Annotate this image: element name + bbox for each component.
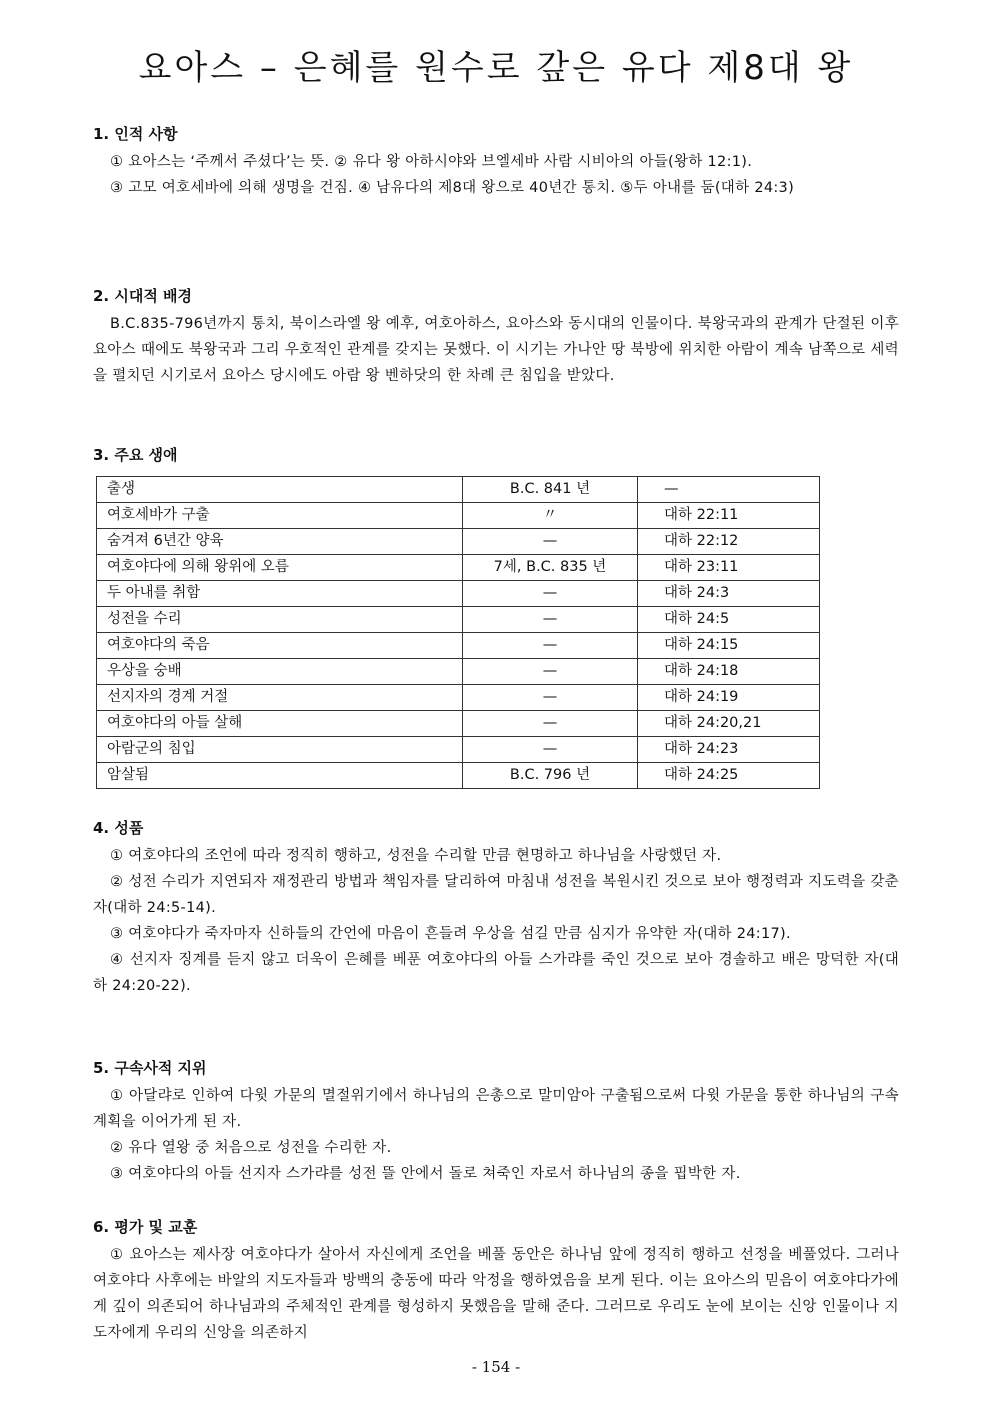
event-cell: 여호세바가 구출 xyxy=(97,503,463,529)
reference-cell: 대하 24:20,21 xyxy=(638,711,820,737)
table-row xyxy=(97,711,820,737)
section-heading: 2. 시대적 배경 xyxy=(93,287,193,305)
page-title: 요아스 – 은혜를 원수로 갚은 유다 제8대 왕 xyxy=(138,48,854,88)
year-cell: — xyxy=(463,685,638,711)
year-cell: — xyxy=(463,711,638,737)
year-cell: — xyxy=(463,529,638,555)
reference-cell: 대하 24:3 xyxy=(638,581,820,607)
table-row xyxy=(97,685,820,711)
reference-cell: 대하 24:5 xyxy=(638,607,820,633)
section-character xyxy=(93,816,899,999)
reference-cell: 대하 24:23 xyxy=(638,737,820,763)
table-row xyxy=(97,555,820,581)
paragraph: ① 아달랴로 인하여 다윗 가문의 멸절위기에서 하나님의 은총으로 말미암아 구출됨으로써 다윗 가문을 통한 하나님의 구속 계획을 이어가게 된 자. xyxy=(93,1088,899,1130)
section-heading: 1. 인적 사항 xyxy=(93,125,178,143)
paragraph: ② 성전 수리가 지연되자 재정관리 방법과 책임자를 달리하여 마침내 성전을 복원시킨 것으로 보아 행정력과 지도력을 갖춘 자(대하 24:5-14). xyxy=(93,874,899,916)
section-personal-info xyxy=(93,122,899,201)
event-cell: 숨겨져 6년간 양육 xyxy=(97,529,463,555)
reference-cell: 대하 24:18 xyxy=(638,659,820,685)
paragraph: B.C.835-796년까지 통치, 북이스라엘 왕 예후, 여호아하스, 요아스와 동시대의 인물이다. 북왕국과의 관계가 단절된 이후 요아스 때에도 북왕국과 그리 우호적인 관계를 갖지는 못했다. 이 시기는 가나안 땅 북방에 위치한 아람이 계속 남쪽으로 세력을 펼치던 시기로서 요아스 당시에도 아람 왕 벤하닷의 한 차례 큰 침입을 받았다. xyxy=(93,316,899,384)
paragraph: ③ 여호야다의 아들 선지자 스가랴를 성전 뜰 안에서 돌로 쳐죽인 자로서 하나님의 종을 핍박한 자. xyxy=(110,1166,741,1182)
life-events-table xyxy=(96,476,820,789)
event-cell: 아람군의 침입 xyxy=(97,737,463,763)
section-heading: 6. 평가 및 교훈 xyxy=(93,1218,198,1236)
paragraph: ① 여호야다의 조언에 따라 정직히 행하고, 성전을 수리할 만큼 현명하고 하나님을 사랑했던 자. xyxy=(110,848,722,864)
section-evaluation-lessons xyxy=(93,1215,899,1346)
reference-cell: 대하 24:19 xyxy=(638,685,820,711)
table-row xyxy=(97,581,820,607)
event-cell: 선지자의 경계 거절 xyxy=(97,685,463,711)
table-row xyxy=(97,477,820,503)
event-cell: 암살됨 xyxy=(97,763,463,789)
paragraph: ③ 고모 여호세바에 의해 생명을 건짐. ④ 남유다의 제8대 왕으로 40년간 통치. ⑤두 아내를 둠(대하 24:3) xyxy=(110,180,795,196)
year-cell: — xyxy=(463,659,638,685)
reference-cell: — xyxy=(638,477,820,503)
table-row xyxy=(97,633,820,659)
section-main-life xyxy=(93,443,899,470)
event-cell: 여호야다의 아들 살해 xyxy=(97,711,463,737)
reference-cell: 대하 24:25 xyxy=(638,763,820,789)
event-cell: 여호야다의 죽음 xyxy=(97,633,463,659)
section-historical-background xyxy=(93,284,899,389)
paragraph: ③ 여호야다가 죽자마자 신하들의 간언에 마음이 흔들려 우상을 섬길 만큼 심지가 유약한 자(대하 24:17). xyxy=(110,926,791,942)
table-row xyxy=(97,529,820,555)
paragraph: ② 유다 열왕 중 처음으로 성전을 수리한 자. xyxy=(110,1140,392,1156)
year-cell: B.C. 841 년 xyxy=(463,477,638,503)
table-row xyxy=(97,607,820,633)
event-cell: 두 아내를 취함 xyxy=(97,581,463,607)
reference-cell: 대하 24:15 xyxy=(638,633,820,659)
year-cell: B.C. 796 년 xyxy=(463,763,638,789)
paragraph: ① 요아스는 ‘주께서 주셨다’는 뜻. ② 유다 왕 아하시야와 브엘세바 사람 시비아의 아들(왕하 12:1). xyxy=(110,154,753,170)
table-row xyxy=(97,737,820,763)
table-row xyxy=(97,763,820,789)
section-heading: 5. 구속사적 지위 xyxy=(93,1059,207,1077)
paragraph: ① 요아스는 제사장 여호야다가 살아서 자신에게 조언을 베풀 동안은 하나님 앞에 정직히 행하고 선정을 베풀었다. 그러나 여호야다 사후에는 바알의 지도자들과 방백의 충동에 따라 악정을 행하였음을 보게 된다. 이는 요아스의 믿음이 여호야다가에게 깊이 의존되어 하나님과의 주체적인 관계를 형성하지 못했음을 말해 준다. 그러므로 우리도 눈에 보이는 신앙 인물이나 지도자에게 우리의 신앙을 의존하지 xyxy=(93,1247,899,1341)
table-row xyxy=(97,503,820,529)
event-cell: 성전을 수리 xyxy=(97,607,463,633)
year-cell: 7세, B.C. 835 년 xyxy=(463,555,638,581)
event-cell: 출생 xyxy=(97,477,463,503)
section-redemptive-status xyxy=(93,1056,899,1187)
reference-cell: 대하 22:11 xyxy=(638,503,820,529)
paragraph: ④ 선지자 징계를 듣지 않고 더욱이 은혜를 베푼 여호야다의 아들 스가랴를 죽인 것으로 보아 경솔하고 배은 망덕한 자(대하 24:20-22). xyxy=(93,952,899,994)
event-cell: 우상을 숭배 xyxy=(97,659,463,685)
section-heading: 3. 주요 생애 xyxy=(93,446,178,464)
table-row xyxy=(97,659,820,685)
year-cell: — xyxy=(463,633,638,659)
section-heading: 4. 성품 xyxy=(93,819,144,837)
event-cell: 여호야다에 의해 왕위에 오름 xyxy=(97,555,463,581)
reference-cell: 대하 23:11 xyxy=(638,555,820,581)
reference-cell: 대하 22:12 xyxy=(638,529,820,555)
year-cell: 〃 xyxy=(463,503,638,529)
year-cell: — xyxy=(463,581,638,607)
year-cell: — xyxy=(463,607,638,633)
year-cell: — xyxy=(463,737,638,763)
page-number: - 154 - xyxy=(471,1358,521,1376)
